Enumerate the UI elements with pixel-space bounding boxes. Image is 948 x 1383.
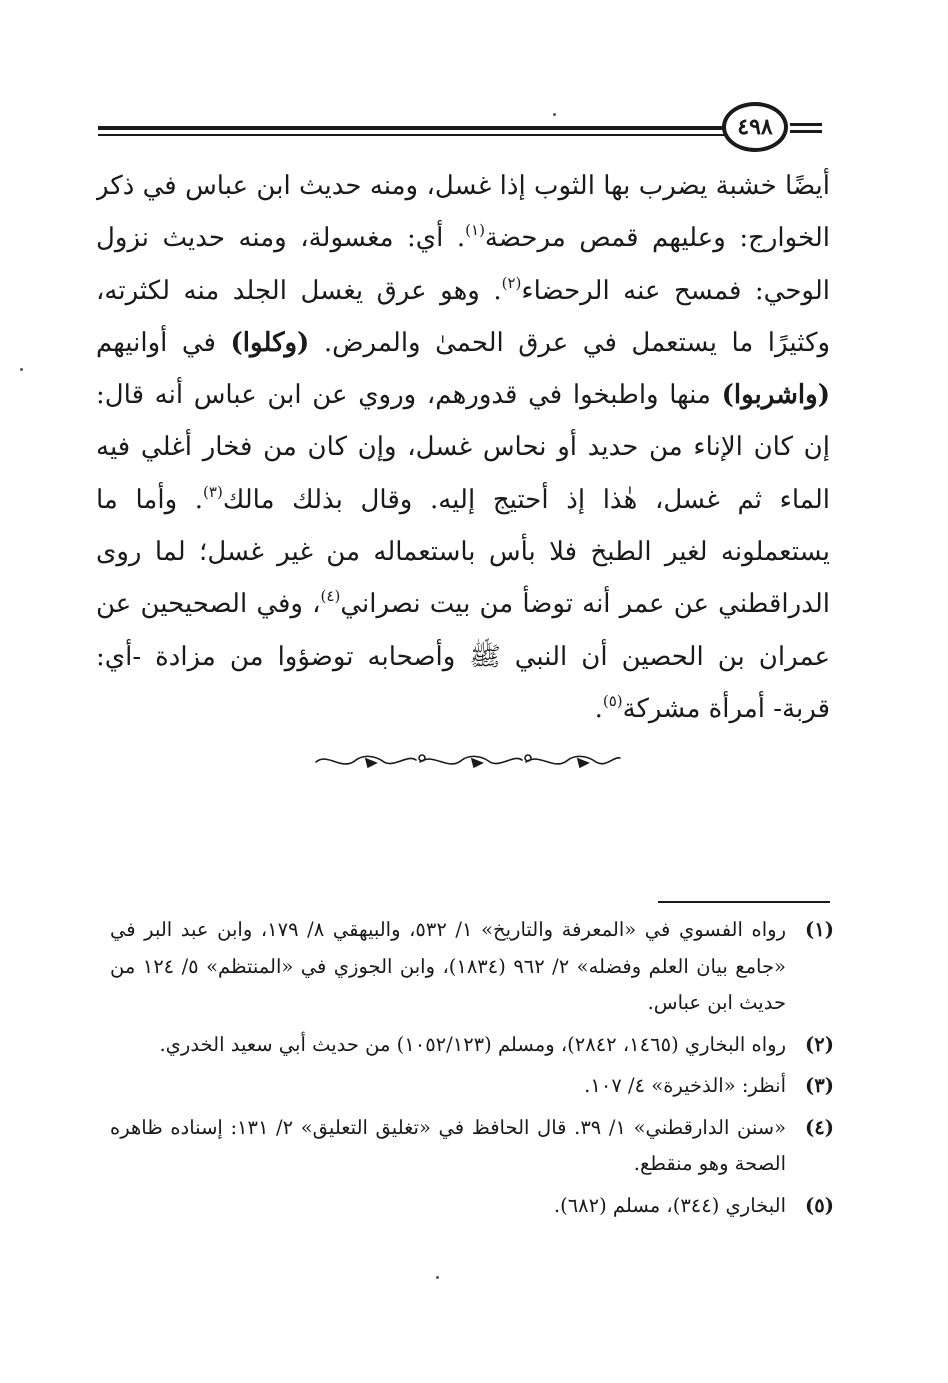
page-number: ٤٩٨ <box>722 102 788 152</box>
main-text <box>96 160 830 735</box>
scan-speck <box>20 368 23 371</box>
footnote-number: (١) <box>805 918 834 941</box>
line-text: الخوارج: وعليهم قمص مرحضة <box>484 223 830 254</box>
header-rule-tail <box>790 123 822 126</box>
body-line-5 <box>96 369 830 421</box>
line-text: . أي: مغسولة، ومنه حديث نزول <box>96 223 466 254</box>
body-line-9 <box>96 578 830 630</box>
ornament-divider-icon <box>312 748 624 774</box>
header-rule <box>98 126 726 130</box>
footnote-5 <box>110 1188 834 1225</box>
footnote-ref[interactable]: (٤) <box>320 587 341 606</box>
footnote-text: رواه الفسوي في «المعرفة والتاريخ» ١/ ٥٣٢، والبيهقي ٨/ ١٧٩، وابن عبد البر في «جامع بيان العلم وفضله» ٢/ ٩٦٢ (١٨٣٤)، وابن الجوزي في «المنتظم» ٥/ ١٢٤ من حديث ابن عباس. <box>110 918 786 1014</box>
body-line-11 <box>96 683 830 735</box>
footnote-text: رواه البخاري (١٤٦٥، ٢٨٤٢)، ومسلم (١٠٥٢/١٢٣) من حديث أبي سعيد الخدري. <box>159 1032 786 1056</box>
footnote-ref[interactable]: (٥) <box>602 691 623 710</box>
line-text: قربة- أمرأة مشركة <box>622 693 830 724</box>
footnotes <box>110 912 834 1229</box>
line-text: يستعملونه لغير الطبخ فلا بأس باستعماله من غير غسل؛ لما روى <box>96 537 830 568</box>
body-line-2 <box>96 212 830 264</box>
footnote-number: (٣) <box>805 1074 834 1097</box>
body-line-3 <box>96 265 830 317</box>
scan-speck <box>436 1276 439 1279</box>
quran-word: (وكلوا) <box>230 327 310 358</box>
body-line-7 <box>96 474 830 526</box>
line-text: ، وفي الصحيحين عن <box>96 589 321 620</box>
footnote-number: (٢) <box>805 1032 834 1056</box>
line-text: عمران بن الحصين أن النبي ﷺ وأصحابه توضؤوا من مزادة -أي: <box>96 641 830 672</box>
line-text: وكثيرًا ما يستعمل في عرق الحمىٰ والمرض. <box>323 327 830 358</box>
line-text: . وأما ما <box>96 484 204 515</box>
footnote-2 <box>110 1027 834 1064</box>
footnote-text: أنظر: «الذخيرة» ٤/ ١٠٧. <box>584 1074 786 1097</box>
line-text: الماء ثم غسل، هٰذا إذ أحتيج إليه. وقال بذلك مالك <box>222 484 830 515</box>
body-line-8 <box>96 526 830 578</box>
footnote-ref[interactable]: (٣) <box>203 482 223 501</box>
body-line-1 <box>96 160 830 212</box>
footnote-ref[interactable]: (١) <box>465 221 485 240</box>
line-text: . وهو عرق يغسل الجلد منه لكثرته، <box>96 275 502 306</box>
body-line-6 <box>96 421 830 473</box>
line-text: . <box>594 693 603 724</box>
footnote-4 <box>110 1110 834 1183</box>
line-text: أيضًا خشبة يضرب بها الثوب إذا غسل، ومنه حديث ابن عباس في ذكر <box>96 171 830 201</box>
line-text: إن كان الإناء من حديد أو نحاس غسل، وإن كان من فخار أغلي فيه <box>96 432 830 463</box>
footnote-separator <box>658 901 830 903</box>
body-line-10 <box>96 631 830 683</box>
footnote-number: (٤) <box>805 1115 834 1139</box>
body-line-4 <box>96 317 830 369</box>
footnote-number: (٥) <box>805 1193 834 1217</box>
scan-speck <box>553 113 556 116</box>
line-text: الوحي: فمسح عنه الرحضاء <box>521 275 830 306</box>
footnote-3 <box>110 1068 834 1105</box>
line-text: منها واطبخوا في قدورهم، وروي عن ابن عباس أنه قال: <box>96 380 711 411</box>
quran-word: (واشربوا) <box>721 380 830 411</box>
line-text: في أوانيهم <box>96 327 216 358</box>
footnote-text: «سنن الدارقطني» ١/ ٣٩. قال الحافظ في «تغليق التعليق» ٢/ ١٣١: إسناده ظاهره الصحة وهو منقطع. <box>110 1115 787 1175</box>
footnote-1 <box>110 912 834 1022</box>
header-rule-tail-lower <box>790 130 822 133</box>
header-rule-thin <box>98 134 726 136</box>
line-text: الدراقطني عن عمر أنه توضأ من بيت نصراني <box>340 589 830 620</box>
footnote-ref[interactable]: (٢) <box>501 273 522 292</box>
footnote-text: البخاري (٣٤٤)، مسلم (٦٨٢). <box>553 1193 786 1217</box>
